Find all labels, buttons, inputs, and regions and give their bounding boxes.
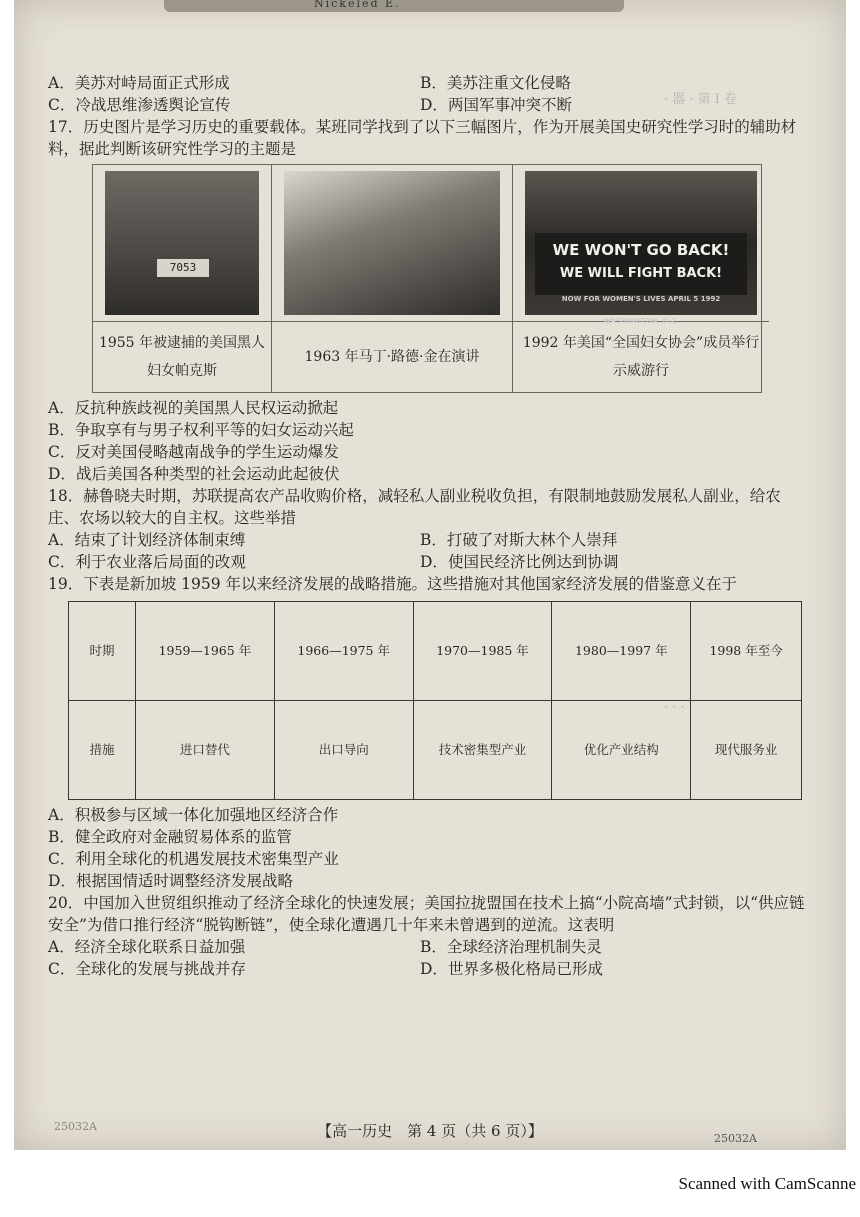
period-cell: 1980—1997 年 [552, 602, 691, 701]
q18-option-a: A．结束了计划经济体制束缚 [48, 531, 246, 549]
table-row-measures [69, 701, 802, 800]
banner-line-1: WE WON'T GO BACK! [552, 241, 730, 259]
q20-option-c: C．全球化的发展与挑战并存 [48, 960, 246, 978]
bleed-through-text: · · · [664, 700, 685, 715]
q16-options-row2 [48, 94, 808, 116]
q19-option-d: D．根据国情适时调整经济发展战略 [48, 872, 293, 890]
measure-cell: 技术密集型产业 [413, 701, 552, 800]
period-cell: 1998 年至今 [691, 602, 802, 701]
q17-picture-2 [272, 165, 513, 392]
photo-king-speech [284, 171, 500, 315]
page-footer: 【高一历史 第 4 页（共 6 页）】 [317, 1122, 543, 1140]
q17-option-d: D．战后美国各种类型的社会运动此起彼伏 [48, 465, 340, 483]
measure-cell: 优化产业结构 [552, 701, 691, 800]
q18-options-row2 [48, 551, 808, 573]
caption-1: 1955 年被逮捕的美国黑人妇女帕克斯 [93, 321, 271, 392]
q20-options-row2 [48, 958, 808, 980]
protest-banner [535, 233, 747, 325]
q18-stem: 18．赫鲁晓夫时期，苏联提高农产品收购价格，减轻私人副业税收负担，有限制地鼓励发展私人副业，给农庄、农场以较大的自主权。这些举措 [48, 487, 781, 527]
photo-march [525, 171, 757, 325]
q18-options-row1 [48, 529, 808, 551]
q16-option-c: C．冷战思维渗透舆论宣传 [48, 96, 231, 114]
photo-parks [105, 171, 259, 315]
q17-picture-3 [513, 165, 769, 392]
q20-option-a: A．经济全球化联系日益加强 [48, 938, 246, 956]
row-header-measure: 措施 [69, 701, 136, 800]
footer-code-left: 25032A [54, 1120, 97, 1133]
q19-option-c: C．利用全球化的机遇发展技术密集型产业 [48, 850, 339, 868]
period-cell: 1966—1975 年 [274, 602, 413, 701]
q19-option-b: B．健全政府对金融贸易体系的监管 [48, 828, 292, 846]
measure-cell: 进口替代 [136, 701, 275, 800]
q17-option-b: B．争取享有与男子权利平等的妇女运动兴起 [48, 421, 354, 439]
q20-stem: 20．中国加入世贸组织推动了经济全球化的快速发展；美国拉拢盟国在技术上搞“小院高墙”式封锁，以“供应链安全”为借口推行经济“脱钩断链”，使全球化遭遇几十年来未曾遇到的逆流。这表明 [48, 894, 805, 934]
q19-option-a: A．积极参与区域一体化加强地区经济合作 [48, 806, 339, 824]
q16-option-a: A．美苏对峙局面正式形成 [48, 74, 230, 92]
q17-picture-table [92, 164, 762, 393]
banner-line-3: NOW FOR WOMEN'S LIVES APRIL 5 1992 WASHINGTON, D.C. [561, 295, 721, 325]
top-edge-strip [164, 0, 624, 12]
q17-stem: 17．历史图片是学习历史的重要载体。某班同学找到了以下三幅图片，作为开展美国史研究性学习时的辅助材料，据此判断该研究性学习的主题是 [48, 118, 797, 158]
banner-line-2: WE WILL FIGHT BACK! [559, 266, 723, 281]
measure-cell: 出口导向 [274, 701, 413, 800]
q20-option-d: D．世界多极化格局已形成 [420, 960, 603, 978]
q16-options-row1 [48, 72, 808, 94]
q17-option-a: A．反抗种族歧视的美国黑人民权运动掀起 [48, 399, 339, 417]
bleed-through-text: · 器 · 第 I 卷 [664, 92, 738, 107]
q17-option-c: C．反对美国侵略越南战争的学生运动爆发 [48, 443, 339, 461]
q19-stem: 19．下表是新加坡 1959 年以来经济发展的战略措施。这些措施对其他国家经济发展的借鉴意义在于 [48, 575, 738, 593]
row-header-period: 时期 [69, 602, 136, 701]
scanner-watermark: Scanned with CamScanne [678, 1174, 856, 1193]
q18-option-b: B．打破了对斯大林个人崇拜 [420, 531, 618, 549]
caption-2: 1963 年马丁·路德·金在演讲 [272, 321, 512, 392]
measure-cell: 现代服务业 [691, 701, 802, 800]
q18-option-d: D．使国民经济比例达到协调 [420, 553, 619, 571]
period-cell: 1970—1985 年 [413, 602, 552, 701]
q16-option-d: D．两国军事冲突不断 [420, 96, 572, 114]
q18-option-c: C．利于农业落后局面的改观 [48, 553, 246, 571]
footer-code-right: 25032A [714, 1132, 757, 1145]
q17-picture-1 [93, 165, 272, 392]
header-fragment: Nickeled E. [314, 0, 401, 10]
caption-3: 1992 年美国“全国妇女协会”成员举行示威游行 [513, 321, 769, 392]
q16-option-b: B．美苏注重文化侵略 [420, 74, 571, 92]
exam-paper [14, 0, 846, 1150]
period-cell: 1959—1965 年 [136, 602, 275, 701]
placard-number: 7053 [157, 259, 209, 277]
q20-option-b: B．全球经济治理机制失灵 [420, 938, 602, 956]
table-row-periods [69, 602, 802, 701]
question-content [48, 72, 808, 980]
singapore-strategy-table [68, 601, 802, 800]
q20-options-row1 [48, 936, 808, 958]
